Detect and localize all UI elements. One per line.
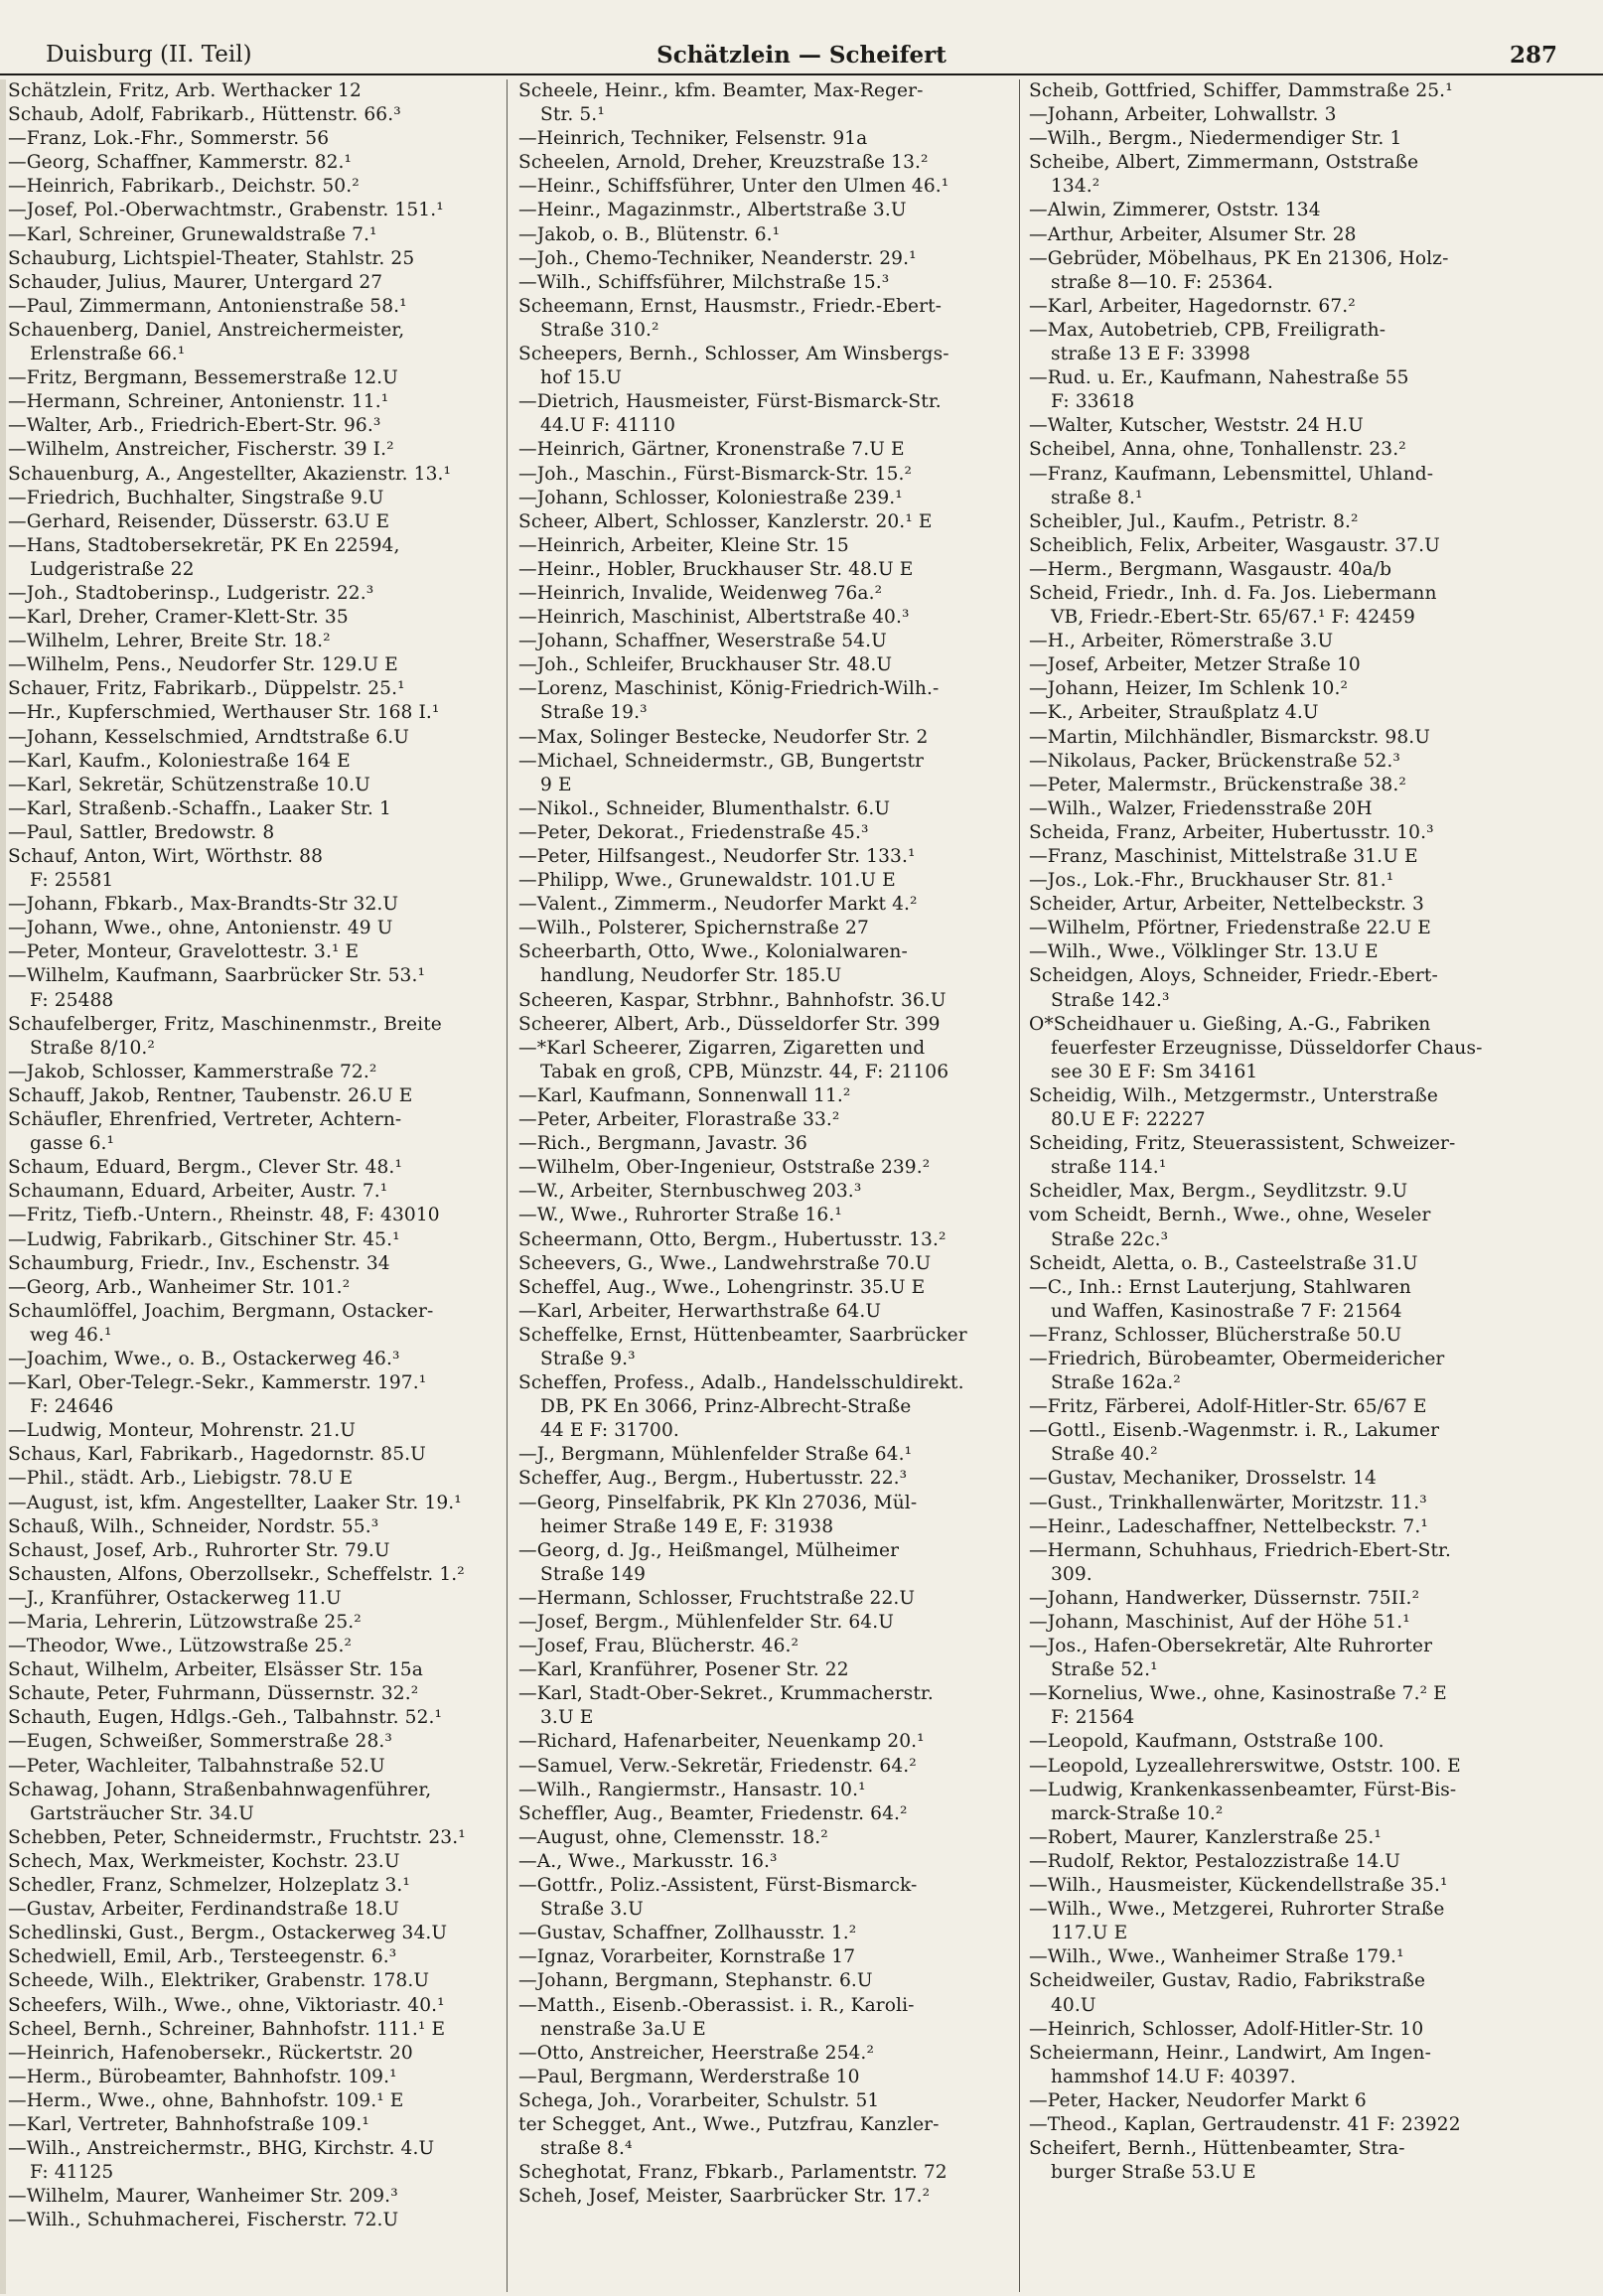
directory-entry-line: Scheelen, Arnold, Dreher, Kreuzstraße 13.² <box>518 152 929 174</box>
directory-entry-line: —Fritz, Tiefb.-Untern., Rheinstr. 48, F: 43010 <box>8 1205 440 1226</box>
directory-entry-line: —Jos., Hafen-Obersekretär, Alte Ruhrorter <box>1029 1636 1433 1657</box>
directory-entry-line: Scheel, Bernh., Schreiner, Bahnhofstr. 111.¹ E <box>8 2018 446 2040</box>
directory-entry-line: —Karl, Kaufm., Koloniestraße 164 E <box>8 750 351 772</box>
directory-entry-line: —Wilh., Anstreichermstr., BHG, Kirchstr. 4.U <box>8 2138 435 2160</box>
directory-entry-line: Schaust, Josef, Arb., Ruhrorter Str. 79.U <box>8 1539 390 1561</box>
directory-entry-line: —Ignaz, Vorarbeiter, Kornstraße 17 <box>518 1946 856 1968</box>
directory-entry-line: —Josef, Arbeiter, Metzer Straße 10 <box>1029 654 1361 676</box>
directory-entry-line: —Fritz, Bergmann, Bessemerstraße 12.U <box>8 367 398 389</box>
directory-entry-line: Scheiermann, Heinr., Landwirt, Am Ingen- <box>1029 2042 1431 2064</box>
directory-entry-line: —Valent., Zimmerm., Neudorfer Markt 4.² <box>518 894 918 916</box>
directory-entry-line: —Heinrich, Hafenobersekr., Rückertstr. 20 <box>8 2042 413 2064</box>
directory-entry-line: —Samuel, Verw.-Sekretär, Friedenstr. 64.² <box>518 1755 917 1777</box>
directory-entry-line: Scheidweiler, Gustav, Radio, Fabrikstraße <box>1029 1970 1426 1992</box>
directory-entry-line: —Hermann, Schuhhaus, Friedrich-Ebert-Str. <box>1029 1539 1452 1561</box>
directory-entry-line: —*Karl Scheerer, Zigarren, Zigaretten und <box>518 1037 926 1059</box>
directory-entry-line: —Johann, Wwe., ohne, Antonienstr. 49 U <box>8 918 393 939</box>
directory-entry-line: vom Scheidt, Bernh., Wwe., ohne, Weseler <box>1029 1205 1431 1226</box>
directory-entry-line: —Heinrich, Schlosser, Adolf-Hitler-Str. 10 <box>1029 2018 1424 2040</box>
directory-entry-line: —Johann, Fbkarb., Max-Brandts-Str 32.U <box>8 894 399 916</box>
directory-entry-line: —Herm., Bergmann, Wasgaustr. 40a/b <box>1029 558 1392 580</box>
directory-entry-line: Scheede, Wilh., Elektriker, Grabenstr. 178.U <box>8 1970 430 1992</box>
directory-entry-line: —Walter, Kutscher, Weststr. 24 H.U <box>1029 415 1364 437</box>
directory-entry-line: heimer Straße 149 E, F: 31938 <box>540 1515 834 1537</box>
directory-entry-line: —Richard, Hafenarbeiter, Neuenkamp 20.¹ <box>518 1731 925 1753</box>
directory-entry-line: —J., Bergmann, Mühlenfelder Straße 64.¹ <box>518 1444 913 1466</box>
directory-entry-line: F: 25488 <box>30 989 114 1011</box>
directory-entry-line: Straße 162a.² <box>1051 1372 1181 1394</box>
directory-entry-line: —Theodor, Wwe., Lützowstraße 25.² <box>8 1636 353 1657</box>
directory-entry-line: Scheidler, Max, Bergm., Seydlitzstr. 9.U <box>1029 1181 1408 1203</box>
directory-entry-line: Schedwiell, Emil, Arb., Tersteegenstr. 6.³ <box>8 1946 397 1968</box>
directory-entry-line: —Wilhelm, Maurer, Wanheimer Str. 209.³ <box>8 2186 398 2208</box>
directory-entry-line: —W., Arbeiter, Sternbuschweg 203.³ <box>518 1181 862 1203</box>
directory-entry-line: —Ludwig, Fabrikarb., Gitschiner Str. 45.¹ <box>8 1228 400 1250</box>
directory-entry-line: Scheepers, Bernh., Schlosser, Am Winsbergs- <box>518 344 949 365</box>
column-divider <box>507 79 508 2292</box>
directory-entry-line: —Paul, Zimmermann, Antonienstraße 58.¹ <box>8 295 407 317</box>
directory-entry-line: —Heinr., Schiffsführer, Unter den Ulmen 46.¹ <box>518 176 949 198</box>
directory-entry-line: F: 21564 <box>1051 1707 1135 1729</box>
directory-entry-line: —Georg, d. Jg., Heißmangel, Mülheimer <box>518 1539 900 1561</box>
directory-entry-line: —Karl, Arbeiter, Hagedornstr. 67.² <box>1029 295 1356 317</box>
directory-entry-line: —Peter, Malermstr., Brückenstraße 38.² <box>1029 774 1406 795</box>
directory-entry-line: Schebben, Peter, Schneidermstr., Fruchtstr. 23.¹ <box>8 1826 466 1848</box>
page-number: 287 <box>1509 42 1557 69</box>
directory-entry-line: —Johann, Arbeiter, Lohwallstr. 3 <box>1029 104 1337 126</box>
directory-entry-line: —Martin, Milchhändler, Bismarckstr. 98.U <box>1029 726 1431 748</box>
directory-entry-line: —Georg, Arb., Wanheimer Str. 101.² <box>8 1276 351 1298</box>
directory-entry-line: —Karl, Arbeiter, Herwarthstraße 64.U <box>518 1300 882 1322</box>
directory-entry-line: —Heinr., Magazinmstr., Albertstraße 3.U <box>518 200 907 221</box>
directory-entry-line: F: 41125 <box>30 2162 114 2184</box>
directory-entry-line: —Josef, Frau, Blücherstr. 46.² <box>518 1636 800 1657</box>
directory-entry-line: —Nikol., Schneider, Blumenthalstr. 6.U <box>518 797 891 819</box>
directory-entry-line: Schaum, Eduard, Bergm., Clever Str. 48.¹ <box>8 1157 402 1179</box>
page-edge <box>0 79 6 2294</box>
directory-entry-line: —Heinrich, Techniker, Felsenstr. 91a <box>518 128 868 150</box>
directory-entry-line: —Herm., Bürobeamter, Bahnhofstr. 109.¹ <box>8 2066 397 2087</box>
directory-entry-line: —Wilh., Walzer, Friedensstraße 20H <box>1029 797 1373 819</box>
directory-entry-line: Scheidgen, Aloys, Schneider, Friedr.-Ebert- <box>1029 965 1438 987</box>
directory-entry-line: Scheermann, Otto, Bergm., Hubertusstr. 13.² <box>518 1228 947 1250</box>
directory-entry-line: F: 25581 <box>30 870 114 892</box>
directory-entry-line: —Gebrüder, Möbelhaus, PK En 21306, Holz- <box>1029 247 1449 269</box>
directory-entry-line: —Heinr., Hobler, Bruckhauser Str. 48.U E <box>518 558 914 580</box>
directory-entry-line: —Johann, Handwerker, Düssernstr. 75II.² <box>1029 1587 1420 1609</box>
directory-entry-line: Schaumlöffel, Joachim, Bergmann, Ostacker- <box>8 1300 434 1322</box>
directory-entry-line: —Ludwig, Monteur, Mohrenstr. 21.U <box>8 1420 357 1442</box>
directory-entry-line: —Philipp, Wwe., Grunewaldstr. 101.U E <box>518 870 896 892</box>
directory-entry-line: —Kornelius, Wwe., ohne, Kasinostraße 7.² E <box>1029 1683 1447 1705</box>
directory-entry-line: —Otto, Anstreicher, Heerstraße 254.² <box>518 2042 874 2064</box>
directory-entry-line: 134.² <box>1051 176 1100 198</box>
directory-entry-line: Schauenberg, Daniel, Anstreichermeister, <box>8 319 405 341</box>
directory-entry-line: DB, PK En 3066, Prinz-Albrecht-Straße <box>540 1396 912 1418</box>
directory-entry-line: —J., Kranführer, Ostackerweg 11.U <box>8 1587 342 1609</box>
directory-entry-line: —Wilhelm, Kaufmann, Saarbrücker Str. 53.¹ <box>8 965 426 987</box>
directory-entry-line: —Peter, Wachleiter, Talbahnstraße 52.U <box>8 1755 385 1777</box>
directory-entry-line: —Karl, Vertreter, Bahnhofstraße 109.¹ <box>8 2113 369 2135</box>
directory-entry-line: handlung, Neudorfer Str. 185.U <box>540 965 842 987</box>
directory-entry-line: 44.U F: 41110 <box>540 415 676 437</box>
directory-entry-line: —Gerhard, Reisender, Düsserstr. 63.U E <box>8 510 390 532</box>
directory-entry-line: —Phil., städt. Arb., Liebigstr. 78.U E <box>8 1468 354 1490</box>
directory-entry-line: —Jos., Lok.-Fhr., Bruckhauser Str. 81.¹ <box>1029 870 1394 892</box>
directory-entry-line: —Wilhelm, Pens., Neudorfer Str. 129.U E <box>8 654 398 676</box>
directory-entry-line: —Josef, Pol.-Oberwachtmstr., Grabenstr. 151.¹ <box>8 200 444 221</box>
directory-entry-line: Ludgeristraße 22 <box>30 558 195 580</box>
directory-entry-line: Schaufelberger, Fritz, Maschinenmstr., Breite <box>8 1013 442 1035</box>
directory-entry-line: Erlenstraße 66.¹ <box>30 344 186 365</box>
directory-entry-line: hof 15.U <box>540 367 623 389</box>
directory-entry-line: Straße 8/10.² <box>30 1037 155 1059</box>
directory-entry-line: Scheeren, Kaspar, Strbhnr., Bahnhofstr. 36.U <box>518 989 947 1011</box>
directory-entry-line: —Lorenz, Maschinist, König-Friedrich-Wilh.- <box>518 678 940 700</box>
directory-entry-line: —Joh., Schleifer, Bruckhauser Str. 48.U <box>518 654 893 676</box>
directory-entry-line: —Hans, Stadtobersekretär, PK En 22594, <box>8 534 400 556</box>
directory-entry-line: —Hermann, Schlosser, Fruchtstraße 22.U <box>518 1587 916 1609</box>
directory-entry-line: —Gustav, Schaffner, Zollhausstr. 1.² <box>518 1923 857 1944</box>
directory-entry-line: —August, ist, kfm. Angestellter, Laaker Str. 19.¹ <box>8 1492 462 1513</box>
directory-entry-line: Scheer, Albert, Schlosser, Kanzlerstr. 20.¹ E <box>518 510 933 532</box>
column-2 <box>518 79 1007 2294</box>
directory-entry-line: —Franz, Schlosser, Blücherstraße 50.U <box>1029 1324 1402 1346</box>
directory-entry-line: —Rich., Bergmann, Javastr. 36 <box>518 1133 807 1155</box>
directory-entry-line: —Karl, Kaufmann, Sonnenwall 11.² <box>518 1084 851 1106</box>
directory-entry-line: —Franz, Lok.-Fhr., Sommerstr. 56 <box>8 128 330 150</box>
directory-entry-line: nenstraße 3a.U E <box>540 2018 706 2040</box>
directory-entry-line: Straße 40.² <box>1051 1444 1158 1466</box>
directory-entry-line: —H., Arbeiter, Römerstraße 3.U <box>1029 631 1334 652</box>
directory-entry-line: —W., Wwe., Ruhrorter Straße 16.¹ <box>518 1205 842 1226</box>
directory-entry-line: straße 8.⁴ <box>540 2138 633 2160</box>
directory-entry-line: —Robert, Maurer, Kanzlerstraße 25.¹ <box>1029 1826 1382 1848</box>
directory-entry-line: —Heinrich, Fabrikarb., Deichstr. 50.² <box>8 176 360 198</box>
directory-entry-line: —Wilh., Hausmeister, Kückendellstraße 35.¹ <box>1029 1875 1448 1897</box>
directory-entry-line: 80.U E F: 22227 <box>1051 1109 1206 1131</box>
directory-entry-line: —Jakob, Schlosser, Kammerstraße 72.² <box>8 1061 377 1082</box>
directory-entry-line: —Rud. u. Er., Kaufmann, Nahestraße 55 <box>1029 367 1409 389</box>
directory-entry-line: —Joh., Chemo-Techniker, Neanderstr. 29.¹ <box>518 247 917 269</box>
directory-entry-line: —Hermann, Schreiner, Antonienstr. 11.¹ <box>8 391 389 413</box>
directory-entry-line: —A., Wwe., Markusstr. 16.³ <box>518 1850 778 1872</box>
directory-entry-line: —Nikolaus, Packer, Brückenstraße 52.³ <box>1029 750 1400 772</box>
directory-entry-line: —Wilhelm, Pförtner, Friedenstraße 22.U E <box>1029 918 1431 939</box>
directory-entry-line: —Theod., Kaplan, Gertraudenstr. 41 F: 23922 <box>1029 2113 1461 2135</box>
directory-entry-line: —Jakob, o. B., Blütenstr. 6.¹ <box>518 223 781 245</box>
directory-entry-line: —Walter, Arb., Friedrich-Ebert-Str. 96.³ <box>8 415 381 437</box>
directory-entry-line: Scheffler, Aug., Beamter, Friedenstr. 64.² <box>518 1802 908 1824</box>
directory-entry-line: Schauß, Wilh., Schneider, Nordstr. 55.³ <box>8 1515 379 1537</box>
directory-entry-line: —Wilh., Polsterer, Spichernstraße 27 <box>518 918 869 939</box>
directory-entry-line: —Friedrich, Bürobeamter, Obermeidericher <box>1029 1348 1445 1369</box>
directory-entry-line: —Georg, Pinselfabrik, PK Kln 27036, Mül- <box>518 1492 918 1513</box>
directory-entry-line: —Heinr., Ladeschaffner, Nettelbeckstr. 7.¹ <box>1029 1515 1428 1537</box>
directory-entry-line: —Peter, Hilfsangest., Neudorfer Str. 133.¹ <box>518 846 916 867</box>
directory-entry-line: —Wilh., Schiffsführer, Milchstraße 15.³ <box>518 271 890 293</box>
directory-entry-line: —Arthur, Arbeiter, Alsumer Str. 28 <box>1029 223 1357 245</box>
directory-entry-line: Scheiding, Fritz, Steuerassistent, Schweizer- <box>1029 1133 1456 1155</box>
directory-entry-line: —Wilhelm, Lehrer, Breite Str. 18.² <box>8 631 331 652</box>
directory-entry-line: Scheefers, Wilh., Wwe., ohne, Viktoriastr. 40.¹ <box>8 1994 445 2016</box>
directory-entry-line: —Ludwig, Krankenkassenbeamter, Fürst-Bis- <box>1029 1779 1457 1800</box>
directory-entry-line: O*Scheidhauer u. Gießing, A.-G., Fabriken <box>1029 1013 1431 1035</box>
directory-entry-line: —August, ohne, Clemensstr. 18.² <box>518 1826 828 1848</box>
directory-entry-line: —Rudolf, Rektor, Pestalozzistraße 14.U <box>1029 1850 1401 1872</box>
directory-entry-line: —Josef, Bergm., Mühlenfelder Str. 64.U <box>518 1612 895 1633</box>
directory-entry-line: Straße 52.¹ <box>1051 1659 1158 1681</box>
directory-entry-line: Schawag, Johann, Straßenbahnwagenführer, <box>8 1779 432 1800</box>
directory-entry-line: Schaute, Peter, Fuhrmann, Düssernstr. 32.² <box>8 1683 419 1705</box>
directory-entry-line: Scheffelke, Ernst, Hüttenbeamter, Saarbrücker <box>518 1324 967 1346</box>
directory-entry-line: straße 8.¹ <box>1051 487 1143 508</box>
directory-entry-line: Scheidig, Wilh., Metzgermstr., Unterstraße <box>1029 1084 1438 1106</box>
directory-entry-line: Schauf, Anton, Wirt, Wörthstr. 88 <box>8 846 324 867</box>
directory-entry-line: —Gottfr., Poliz.-Assistent, Fürst-Bismarck- <box>518 1875 918 1897</box>
directory-entry-line: —Hr., Kupferschmied, Werthauser Str. 168 I.¹ <box>8 702 440 724</box>
directory-entry-line: —Wilh., Wwe., Metzgerei, Ruhrorter Straße <box>1029 1899 1445 1921</box>
directory-entry-line: 309. <box>1051 1563 1093 1585</box>
directory-entry-line: Straße 149 <box>540 1563 647 1585</box>
directory-entry-line: —Gustav, Arbeiter, Ferdinandstraße 18.U <box>8 1899 399 1921</box>
directory-entry-line: —Gust., Trinkhallenwärter, Moritzstr. 11.³ <box>1029 1492 1427 1513</box>
directory-entry-line: Scheibler, Jul., Kaufm., Petristr. 8.² <box>1029 510 1359 532</box>
page-header <box>0 0 1603 72</box>
directory-entry-line: —Johann, Schlosser, Koloniestraße 239.¹ <box>518 487 903 508</box>
directory-entry-line: —Dietrich, Hausmeister, Fürst-Bismarck-Str. <box>518 391 942 413</box>
directory-entry-line: Str. 5.¹ <box>540 104 605 126</box>
directory-entry-line: —Wilh., Rangiermstr., Hansastr. 10.¹ <box>518 1779 866 1800</box>
directory-entry-line: Gartsträucher Str. 34.U <box>30 1802 254 1824</box>
directory-entry-line: —Max, Autobetrieb, CPB, Freiligrath- <box>1029 319 1386 341</box>
directory-entry-line: —Johann, Schaffner, Weserstraße 54.U <box>518 631 887 652</box>
directory-entry-line: Schaub, Adolf, Fabrikarb., Hüttenstr. 66.³ <box>8 104 401 126</box>
directory-entry-line: straße 13 E F: 33998 <box>1051 344 1250 365</box>
directory-entry-line: Straße 19.³ <box>540 702 648 724</box>
directory-entry-line: —Peter, Dekorat., Friedenstraße 45.³ <box>518 821 869 843</box>
directory-entry-line: —Wilh., Schuhmacherei, Fischerstr. 72.U <box>8 2210 399 2231</box>
directory-entry-line: F: 24646 <box>30 1396 114 1418</box>
directory-entry-line: Schausten, Alfons, Oberzollsekr., Scheffelstr. 1.² <box>8 1563 465 1585</box>
directory-entry-line: —K., Arbeiter, Straußplatz 4.U <box>1029 702 1319 724</box>
directory-entry-line: —Eugen, Schweißer, Sommerstraße 28.³ <box>8 1731 392 1753</box>
directory-entry-line: Straße 142.³ <box>1051 989 1170 1011</box>
directory-entry-line: —Paul, Sattler, Bredowstr. 8 <box>8 821 275 843</box>
running-head-city: Duisburg (II. Teil) <box>46 42 252 68</box>
column-divider <box>1019 79 1020 2292</box>
directory-entry-line: see 30 E F: Sm 34161 <box>1051 1061 1258 1082</box>
directory-entry-line: Scheifert, Bernh., Hüttenbeamter, Stra- <box>1029 2138 1405 2160</box>
directory-entry-line: Schedler, Franz, Schmelzer, Holzeplatz 3.¹ <box>8 1875 410 1897</box>
directory-entry-line: marck-Straße 10.² <box>1051 1802 1224 1824</box>
directory-entry-line: —Johann, Heizer, Im Schlenk 10.² <box>1029 678 1349 700</box>
directory-entry-line: 3.U E <box>540 1707 594 1729</box>
directory-entry-line: —Karl, Ober-Telegr.-Sekr., Kammerstr. 197.¹ <box>8 1372 427 1394</box>
directory-entry-line: burger Straße 53.U E <box>1051 2162 1256 2184</box>
directory-entry-line: —Peter, Hacker, Neudorfer Markt 6 <box>1029 2089 1367 2111</box>
directory-entry-line: —Wilh., Bergm., Niedermendiger Str. 1 <box>1029 128 1402 150</box>
directory-entry-line: Scheghotat, Franz, Fbkarb., Parlamentstr. 72 <box>518 2162 947 2184</box>
directory-entry-line: Scheibel, Anna, ohne, Tonhallenstr. 23.² <box>1029 439 1406 461</box>
directory-entry-line: und Waffen, Kasinostraße 7 F: 21564 <box>1051 1300 1402 1322</box>
directory-entry-line: —Wilhelm, Anstreicher, Fischerstr. 39 I.² <box>8 439 394 461</box>
directory-entry-line: —Heinrich, Arbeiter, Kleine Str. 15 <box>518 534 849 556</box>
directory-entry-line: Scheider, Artur, Arbeiter, Nettelbeckstr. 3 <box>1029 894 1424 916</box>
directory-entry-line: Schauth, Eugen, Hdlgs.-Geh., Talbahnstr. 52.¹ <box>8 1707 443 1729</box>
directory-entry-line: Scheh, Josef, Meister, Saarbrücker Str. 17.² <box>518 2186 931 2208</box>
directory-entry-line: gasse 6.¹ <box>30 1133 115 1155</box>
directory-entry-line: Schauenburg, A., Angestellter, Akazienstr. 13.¹ <box>8 463 452 485</box>
directory-entry-line: 44 E F: 31700. <box>540 1420 679 1442</box>
directory-entry-line: —Alwin, Zimmerer, Oststr. 134 <box>1029 200 1321 221</box>
directory-entry-line: —Leopold, Kaufmann, Oststraße 100. <box>1029 1731 1384 1753</box>
directory-entry-line: —Michael, Schneidermstr., GB, Bungertstr <box>518 750 925 772</box>
directory-entry-line: hammshof 14.U F: 40397. <box>1051 2066 1296 2087</box>
directory-entry-line: —Herm., Wwe., ohne, Bahnhofstr. 109.¹ E <box>8 2089 404 2111</box>
directory-entry-line: feuerfester Erzeugnisse, Düsseldorfer Chaus- <box>1051 1037 1483 1059</box>
directory-entry-line: —Wilhelm, Ober-Ingenieur, Oststraße 239.² <box>518 1157 931 1179</box>
running-head-range: Schätzlein — Scheifert <box>656 42 947 69</box>
directory-entry-line: —Heinrich, Invalide, Weidenweg 76a.² <box>518 582 883 604</box>
directory-entry-line: —Karl, Sekretär, Schützenstraße 10.U <box>8 774 370 795</box>
directory-entry-line: —Franz, Maschinist, Mittelstraße 31.U E <box>1029 846 1418 867</box>
directory-entry-line: —Karl, Straßenb.-Schaffn., Laaker Str. 1 <box>8 797 391 819</box>
directory-entry-line: Schauburg, Lichtspiel-Theater, Stahlstr. 25 <box>8 247 415 269</box>
directory-entry-line: —Joh., Maschin., Fürst-Bismarck-Str. 15.² <box>518 463 913 485</box>
directory-entry-line: —Wilh., Wwe., Völklinger Str. 13.U E <box>1029 941 1379 963</box>
directory-entry-line: Straße 22c.³ <box>1051 1228 1169 1250</box>
directory-entry-line: —Leopold, Lyzeallehrerswitwe, Oststr. 100. E <box>1029 1755 1461 1777</box>
directory-entry-line: —Matth., Eisenb.-Oberassist. i. R., Karoli- <box>518 1994 915 2016</box>
directory-entry-line: —Fritz, Färberei, Adolf-Hitler-Str. 65/67 E <box>1029 1396 1427 1418</box>
directory-entry-line: Scheid, Friedr., Inh. d. Fa. Jos. Liebermann <box>1029 582 1437 604</box>
directory-entry-line: —Johann, Bergmann, Stephanstr. 6.U <box>518 1970 873 1992</box>
directory-entry-line: Scheffen, Profess., Adalb., Handelsschuldirekt. <box>518 1372 964 1394</box>
directory-entry-line: Schäufler, Ehrenfried, Vertreter, Achtern- <box>8 1109 402 1131</box>
directory-entry-line: Scheevers, G., Wwe., Landwehrstraße 70.U <box>518 1252 932 1274</box>
directory-entry-line: straße 8—10. F: 25364. <box>1051 271 1273 293</box>
directory-entry-line: —Johann, Kesselschmied, Arndtstraße 6.U <box>8 726 410 748</box>
directory-entry-line: —Peter, Monteur, Gravelottestr. 3.¹ E <box>8 941 360 963</box>
directory-entry-line: —Paul, Bergmann, Werderstraße 10 <box>518 2066 860 2087</box>
directory-entry-line: —Franz, Kaufmann, Lebensmittel, Uhland- <box>1029 463 1434 485</box>
directory-entry-line: Schega, Joh., Vorarbeiter, Schulstr. 51 <box>518 2089 880 2111</box>
directory-entry-line: Straße 9.³ <box>540 1348 636 1369</box>
directory-entry-line: —Karl, Stadt-Ober-Sekret., Krummacherstr. <box>518 1683 934 1705</box>
directory-entry-line: Scheidt, Aletta, o. B., Casteelstraße 31.U <box>1029 1252 1418 1274</box>
directory-entry-line: 40.U <box>1051 1994 1096 2016</box>
directory-entry-line: Scheibe, Albert, Zimmermann, Oststraße <box>1029 152 1419 174</box>
directory-entry-line: 117.U E <box>1051 1923 1128 1944</box>
directory-entry-line: Schaumburg, Friedr., Inv., Eschenstr. 34 <box>8 1252 390 1274</box>
directory-entry-line: Schauff, Jakob, Rentner, Taubenstr. 26.U E <box>8 1084 413 1106</box>
directory-entry-line: —Peter, Arbeiter, Florastraße 33.² <box>518 1109 840 1131</box>
header-rule <box>0 73 1603 75</box>
directory-entry-line: Schaumann, Eduard, Arbeiter, Austr. 7.¹ <box>8 1181 388 1203</box>
column-3 <box>1029 79 1587 2294</box>
directory-entry-line: —Friedrich, Buchhalter, Singstraße 9.U <box>8 487 384 508</box>
directory-entry-line: —Karl, Dreher, Cramer-Klett-Str. 35 <box>8 607 349 629</box>
directory-entry-line: Scheele, Heinr., kfm. Beamter, Max-Reger- <box>518 80 924 101</box>
directory-entry-line: Scheffel, Aug., Wwe., Lohengrinstr. 35.U E <box>518 1276 926 1298</box>
directory-entry-line: weg 46.¹ <box>30 1324 112 1346</box>
directory-entry-line: VB, Friedr.-Ebert-Str. 65/67.¹ F: 42459 <box>1051 607 1415 629</box>
directory-entry-line: F: 33618 <box>1051 391 1135 413</box>
directory-entry-line: Scheemann, Ernst, Hausmstr., Friedr.-Ebert- <box>518 295 943 317</box>
directory-entry-line: Tabak en groß, CPB, Münzstr. 44, F: 21106 <box>540 1061 949 1082</box>
directory-entry-line: Straße 3.U <box>540 1899 644 1921</box>
directory-entry-line: 9 E <box>540 774 572 795</box>
directory-entry-line: —Heinrich, Maschinist, Albertstraße 40.³ <box>518 607 910 629</box>
directory-entry-line: Schaus, Karl, Fabrikarb., Hagedornstr. 85.U <box>8 1444 426 1466</box>
directory-entry-line: Scheiblich, Felix, Arbeiter, Wasgaustr. 37.U <box>1029 534 1440 556</box>
directory-entry-line: Scheerer, Albert, Arb., Düsseldorfer Str. 399 <box>518 1013 941 1035</box>
directory-entry-line: —Georg, Schaffner, Kammerstr. 82.¹ <box>8 152 353 174</box>
directory-entry-line: straße 114.¹ <box>1051 1157 1167 1179</box>
directory-entry-line: —Joh., Stadtoberinsp., Ludgeristr. 22.³ <box>8 582 374 604</box>
directory-entry-line: Schauer, Fritz, Fabrikarb., Düppelstr. 25.¹ <box>8 678 405 700</box>
directory-entry-line: —Max, Solinger Bestecke, Neudorfer Str. 2 <box>518 726 929 748</box>
directory-entry-line: Scheida, Franz, Arbeiter, Hubertusstr. 10.³ <box>1029 821 1434 843</box>
directory-entry-line: Schedlinski, Gust., Bergm., Ostackerweg 34.U <box>8 1923 448 1944</box>
directory-entry-line: Schaut, Wilhelm, Arbeiter, Elsässer Str. 15a <box>8 1659 423 1681</box>
directory-entry-line: —Heinrich, Gärtner, Kronenstraße 7.U E <box>518 439 905 461</box>
directory-entry-line: —Karl, Kranführer, Posener Str. 22 <box>518 1659 849 1681</box>
directory-entry-line: —Maria, Lehrerin, Lützowstraße 25.² <box>8 1612 362 1633</box>
directory-entry-line: —Gustav, Mechaniker, Drosselstr. 14 <box>1029 1468 1377 1490</box>
directory-entry-line: Schech, Max, Werkmeister, Kochstr. 23.U <box>8 1850 400 1872</box>
directory-entry-line: —C., Inh.: Ernst Lauterjung, Stahlwaren <box>1029 1276 1411 1298</box>
directory-entry-line: Schauder, Julius, Maurer, Untergard 27 <box>8 271 383 293</box>
directory-entry-line: Schätzlein, Fritz, Arb. Werthacker 12 <box>8 80 362 101</box>
directory-entry-line: —Johann, Maschinist, Auf der Höhe 51.¹ <box>1029 1612 1410 1633</box>
directory-entry-line: —Joachim, Wwe., o. B., Ostackerweg 46.³ <box>8 1348 400 1369</box>
directory-entry-line: —Wilh., Wwe., Wanheimer Straße 179.¹ <box>1029 1946 1404 1968</box>
directory-entry-line: Scheib, Gottfried, Schiffer, Dammstraße 25.¹ <box>1029 80 1453 101</box>
directory-entry-line: Scheerbarth, Otto, Wwe., Kolonialwaren- <box>518 941 908 963</box>
directory-entry-line: —Gottl., Eisenb.-Wagenmstr. i. R., Lakumer <box>1029 1420 1440 1442</box>
directory-entry-line: —Karl, Schreiner, Grunewaldstraße 7.¹ <box>8 223 377 245</box>
column-1 <box>8 79 495 2294</box>
directory-entry-line: Straße 310.² <box>540 319 659 341</box>
directory-entry-line: Scheffer, Aug., Bergm., Hubertusstr. 22.³ <box>518 1468 908 1490</box>
directory-entry-line: ter Schegget, Ant., Wwe., Putzfrau, Kanzler- <box>518 2113 940 2135</box>
